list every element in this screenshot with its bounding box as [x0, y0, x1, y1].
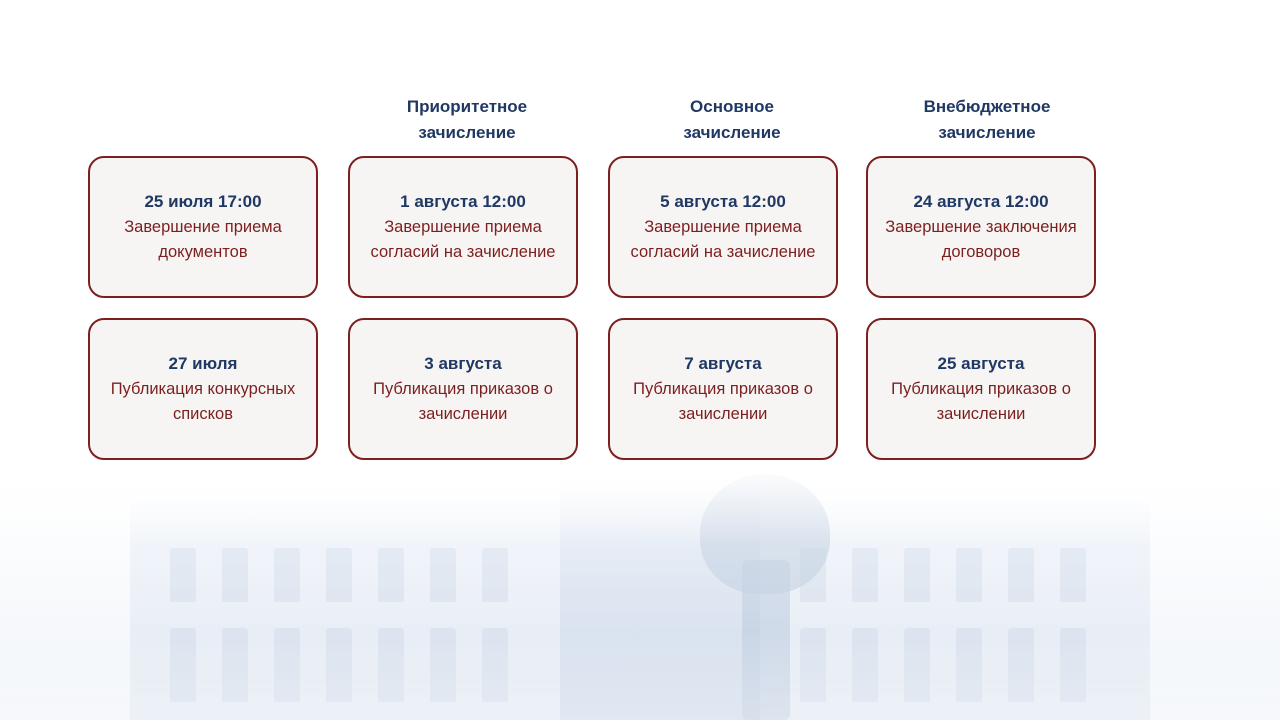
card-deadline-documents[interactable]: [88, 156, 318, 298]
card-date: 3 августа: [424, 354, 502, 373]
card-description: Публикация приказов о зачислении: [891, 380, 1071, 423]
card-date: 1 августа 12:00: [400, 192, 526, 211]
card-description: Завершение приема согласий на зачисление: [630, 218, 816, 261]
card-date: 27 июля: [168, 354, 238, 373]
column-heading-extrabudget: [872, 94, 1102, 146]
column-heading-extrabudget-line1: Внебюджетное: [923, 97, 1051, 116]
column-heading-main-line1: Основное: [690, 97, 774, 116]
card-description: Публикация приказов о зачислении: [633, 380, 813, 423]
card-competition-lists[interactable]: [88, 318, 318, 460]
column-heading-priority: [352, 94, 582, 146]
card-date: 24 августа 12:00: [913, 192, 1049, 211]
card-extrabudget-orders[interactable]: [866, 318, 1096, 460]
card-main-consent-deadline[interactable]: [608, 156, 838, 298]
card-priority-orders[interactable]: [348, 318, 578, 460]
card-date: 7 августа: [684, 354, 762, 373]
column-heading-priority-line1: Приоритетное: [406, 97, 528, 116]
card-date: 25 июля 17:00: [144, 192, 262, 211]
column-heading-extrabudget-line2: зачисление: [938, 123, 1036, 142]
card-priority-consent-deadline[interactable]: [348, 156, 578, 298]
column-heading-priority-line2: зачисление: [418, 123, 516, 142]
card-description: Завершение приема согласий на зачисление: [370, 218, 556, 261]
card-date: 5 августа 12:00: [660, 192, 786, 211]
column-heading-main: [617, 94, 847, 146]
card-description: Публикация конкурсных списков: [110, 380, 296, 423]
card-description: Завершение заключения договоров: [885, 218, 1077, 261]
card-contract-deadline[interactable]: [866, 156, 1096, 298]
card-description: Завершение приема документов: [124, 218, 282, 261]
card-main-orders[interactable]: [608, 318, 838, 460]
column-heading-main-line2: зачисление: [683, 123, 781, 142]
card-description: Публикация приказов о зачислении: [373, 380, 553, 423]
card-date: 25 августа: [937, 354, 1025, 373]
